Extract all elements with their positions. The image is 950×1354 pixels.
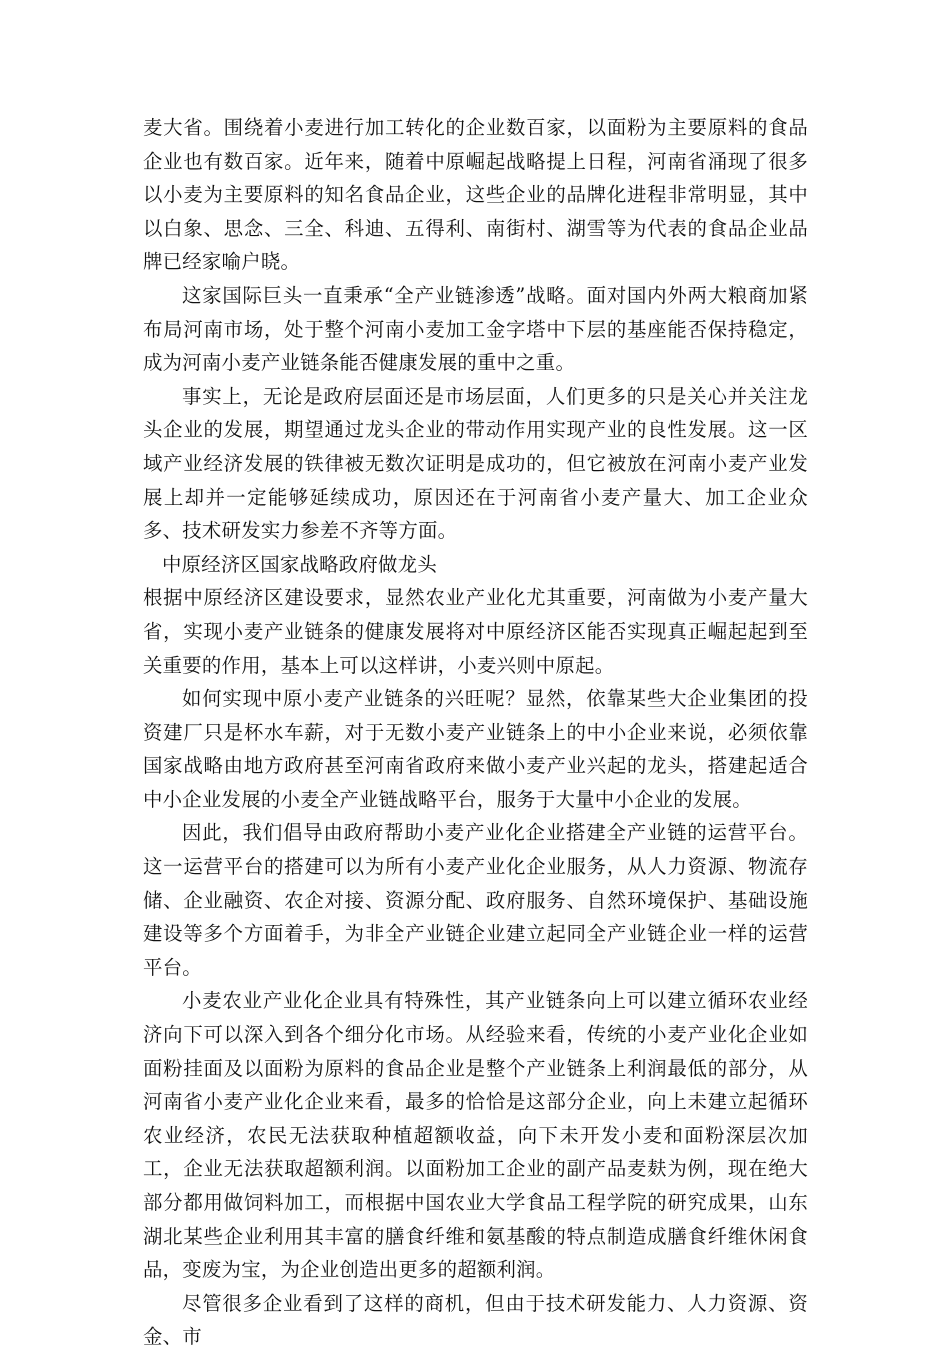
section-heading: 中原经济区国家战略政府做龙头 [162, 552, 437, 576]
paragraph-business-opportunity: 尽管很多企业看到了这样的商机，但由于技术研发能力、人力资源、资金、市 [143, 1291, 808, 1349]
paragraph-operating-platform: 因此，我们倡导由政府帮助小麦产业化企业搭建全产业链的运营平台。这一运营平台的搭建可以为所有小麦产业化企业服务，从人力资源、物流存储、企业融资、农企对接、资源分配、政府服务、自然环境保护、基础设施建设等多个方面着手，为非全产业链企业建立起同全产业链企业一样的运营平台。 [143, 821, 808, 979]
paragraph-central-plains-economic-zone: 根据中原经济区建设要求，显然农业产业化尤其重要，河南做为小麦产量大省，实现小麦产业链条的健康发展将对中原经济区能否实现真正崛起起到至关重要的作用，基本上可以这样讲，小麦兴则中原起。 [143, 586, 808, 677]
paragraph-industry-chain-strategy: 这家国际巨头一直秉承“全产业链渗透”战略。面对国内外两大粮商加紧布局河南市场，处于整个河南小麦加工金字塔中下层的基座能否保持稳定，成为河南小麦产业链条能否健康发展的重中之重。 [143, 283, 808, 375]
document-page [143, 111, 808, 1354]
paragraph-continued: 麦大省。围绕着小麦进行加工转化的企业数百家，以面粉为主要原料的食品企业也有数百家。近年来，随着中原崛起战略提上日程，河南省涌现了很多以小麦为主要原料的知名食品企业，这些企业的品牌化进程非常明显，其中以白象、思念、三全、科迪、五得利、南街村、湖雪等为代表的食品企业品牌已经家喻户晓。 [143, 116, 808, 274]
paragraph-leading-enterprises: 事实上，无论是政府层面还是市场层面，人们更多的只是关心并关注龙头企业的发展，期望通过龙头企业的带动作用实现产业的良性发展。这一区域产业经济发展的铁律被无数次证明是成功的，但它被放在河南小麦产业发展上却并一定能够延续成功，原因还在于河南省小麦产量大、加工企业众多、技术研发实力参差不齐等方面。 [143, 384, 808, 543]
paragraph-government-leadership: 如何实现中原小麦产业链条的兴旺呢？显然，依靠某些大企业集团的投资建厂只是杯水车薪，对于无数小麦产业链条上的中小企业来说，必须依靠国家战略由地方政府甚至河南省政府来做小麦产业兴起的龙头，搭建起适合中小企业发展的小麦全产业链战略平台，服务于大量中小企业的发展。 [143, 687, 808, 811]
paragraph-industry-particularity: 小麦农业产业化企业具有特殊性，其产业链条向上可以建立循环农业经济向下可以深入到各个细分化市场。从经验来看，传统的小麦产业化企业如面粉挂面及以面粉为原料的食品企业是整个产业链条上利润最低的部分，从河南省小麦产业化企业来看，最多的恰恰是这部分企业，向上未建立起循环农业经济，农民无法获取种植超额收益，向下未开发小麦和面粉深层次加工，企业无法获取超额利润。以面粉加工企业的副产品麦麸为例，现在绝大部分都用做饲料加工，而根据中国农业大学食品工程学院的研究成果，山东湖北某些企业利用其丰富的膳食纤维和氨基酸的特点制造成膳食纤维休闲食品，变废为宝，为企业创造出更多的超额利润。 [143, 989, 808, 1282]
